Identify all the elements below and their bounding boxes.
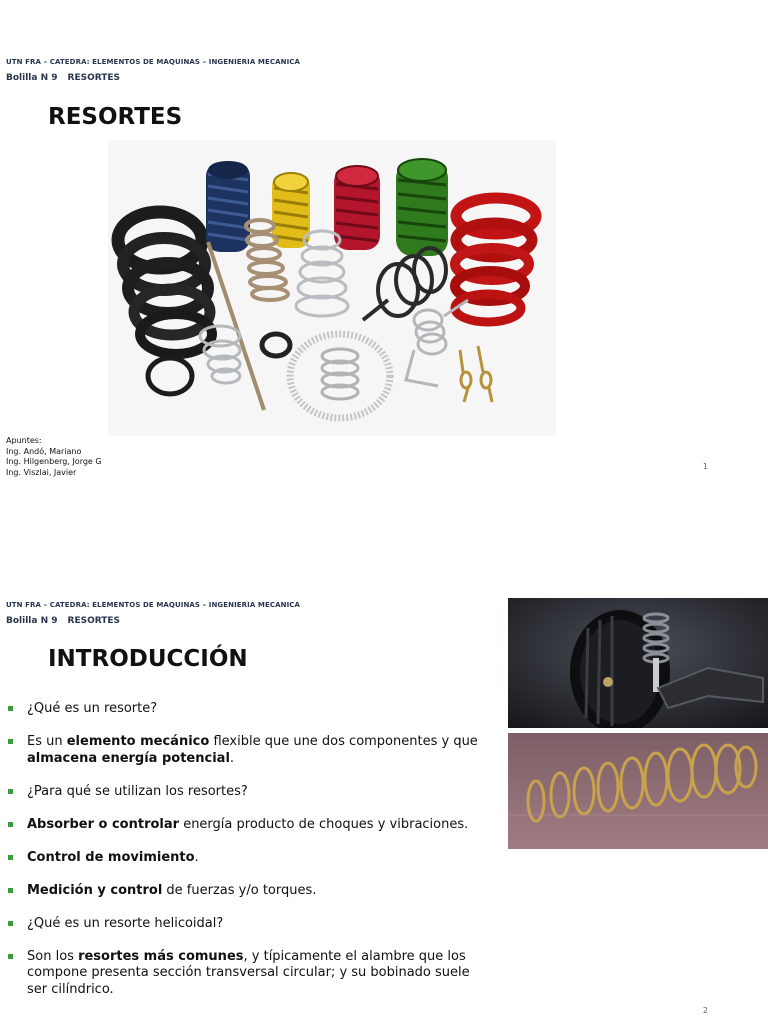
bullet-text: ¿Qué es un resorte helicoidal? [27,915,224,931]
course-header: UTN FRA – CATEDRA: ELEMENTOS DE MAQUINAS – INGENIERIA MECANICA [6,58,301,66]
topic-label: RESORTES [67,73,121,83]
bullet-bold: Absorber o controlar [27,816,180,832]
bullet-text: ¿Qué es un resorte? [27,701,158,716]
course-header: UTN FRA – CATEDRA: ELEMENTOS DE MAQUINAS – INGENIERIA MECANICA [6,601,301,609]
bullet-text: . [229,750,235,766]
bullet-text: Es un [27,734,67,749]
bullet-bold: Medición y control [27,882,163,898]
bullet-bold: almacena energía potencial [27,750,230,766]
list-item [8,784,478,801]
bullet-square [8,888,13,893]
bolilla-label: Bolilla N 9 [6,616,58,626]
topic-header [6,73,130,83]
list-item [8,701,478,718]
topic-header [6,616,130,626]
list-item [8,734,478,767]
list-item [8,817,478,834]
list-item [8,883,478,900]
bullet-square [8,921,13,926]
coil-spring-photo [508,733,768,849]
bolilla-label: Bolilla N 9 [6,73,58,83]
springs-illustration [108,140,556,436]
credits-line: Ing. Andó, Mariano [6,446,82,456]
springs-photo [108,140,556,436]
coil-spring-illustration [508,733,768,849]
bullet-text: energía producto de choques y vibraciones. [179,816,469,832]
bullet-bold: resortes más comunes [78,948,244,964]
bullet-text: . [194,849,199,865]
credits-line: Apuntes: [6,436,42,445]
bullet-square [8,739,13,744]
page-title: INTRODUCCIÓN [48,646,248,672]
suspension-photo [508,598,768,728]
credits-line: Ing. Hilgenberg, Jorge G [6,457,102,466]
bullet-square [8,822,13,827]
bullet-list [8,701,478,1015]
bullet-square [8,954,13,959]
page-title: RESORTES [48,104,183,130]
topic-label: RESORTES [67,616,121,626]
bullet-text: Son los [27,948,79,964]
bullet-text: , y típicamente el alambre que los compone presenta sección transversal circular; y su bobinado suele ser cilíndrico. [27,948,470,997]
list-item [8,850,478,867]
bullet-text: ¿Para qué se utilizan los resortes? [27,783,248,799]
page-number: 1 [702,462,708,471]
bullet-square [8,706,13,711]
bullet-text: flexible que une dos componentes y que [209,734,478,749]
bullet-bold: Control de movimiento [27,849,195,865]
credits-line: Ing. Viszlai, Javier [6,467,77,477]
list-item [8,949,478,999]
bullet-square [8,855,13,860]
page-number: 2 [702,1006,708,1015]
suspension-illustration [508,598,768,728]
bullet-text: de fuerzas y/o torques. [162,882,317,898]
credits [6,436,102,478]
bullet-square [8,789,13,794]
slide-2 [0,512,768,1024]
list-item [8,916,478,933]
bullet-bold: elemento mecánico [66,734,210,749]
